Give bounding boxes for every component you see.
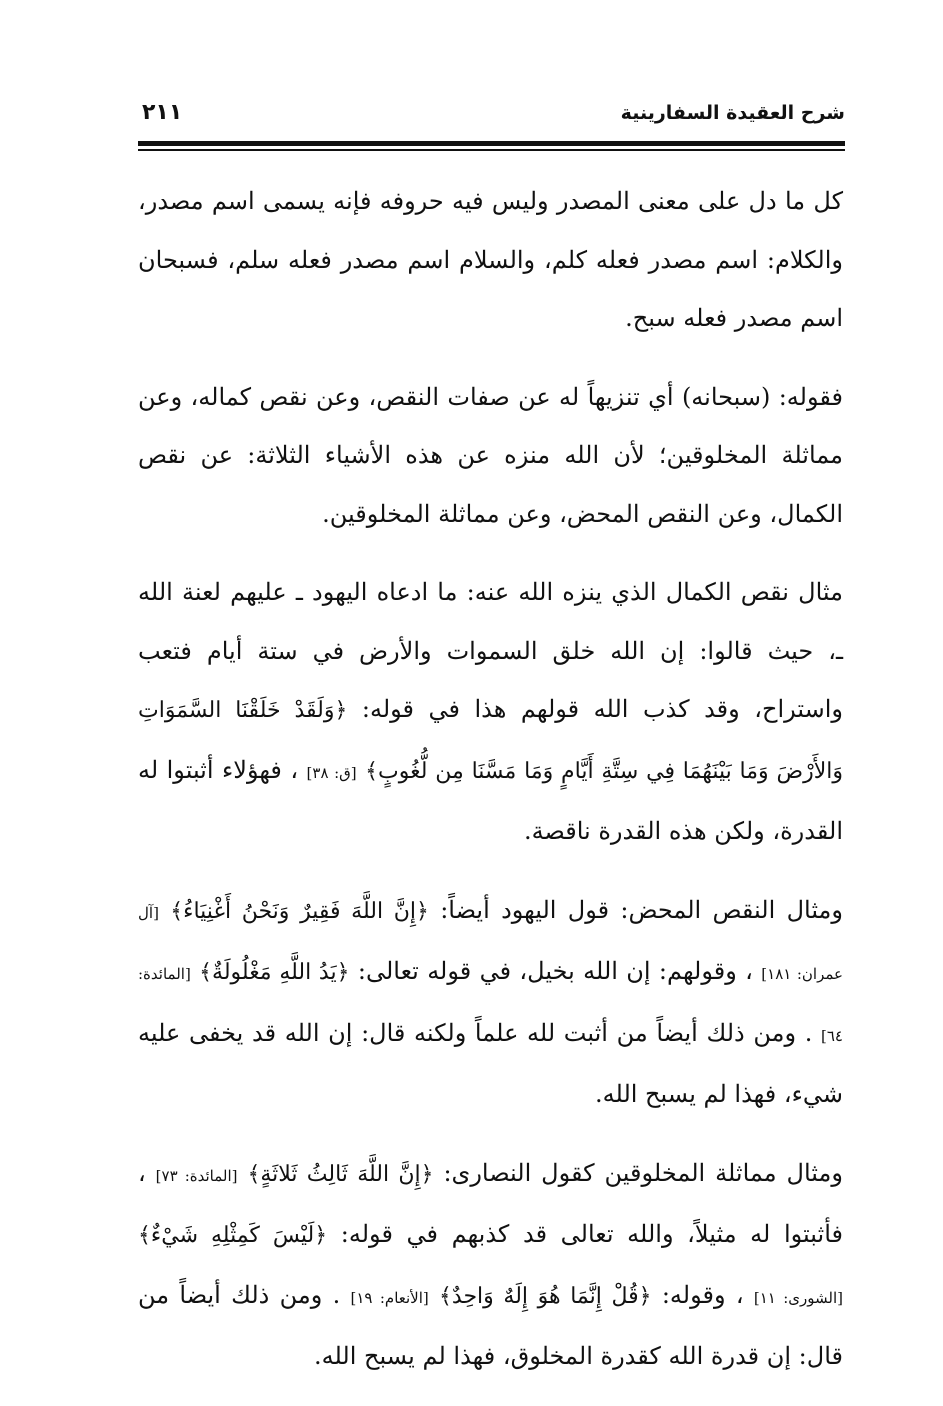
page-number: ٢١١	[142, 100, 183, 125]
paragraph-text: . ومن ذلك أيضاً من أثبت لله علماً ولكنه قال: إن الله قد يخفى عليه شيء، فهذا لم يسبح الله.	[138, 1018, 843, 1108]
paragraph-2	[138, 368, 843, 544]
verse-reference: [المائدة: ٦٤]	[138, 965, 843, 1045]
book-title: شرح العقيدة السفارينية	[620, 102, 845, 124]
verse-reference: [ق: ٣٨]	[306, 763, 357, 782]
verse-reference: [المائدة: ٧٣]	[155, 1166, 238, 1185]
paragraph-text: مثال نقص الكمال الذي ينزه الله عنه: ما ادعاه اليهود ـ عليهم لعنة الله ـ، حيث قالوا: إن الله خلق السموات والأرض في ستة أيام فتعب واستراح، وقد كذب الله قولهم هذا في قوله:	[138, 578, 844, 723]
paragraph-text: ، وقوله:	[661, 1280, 744, 1309]
paragraph-text: ومثال النقص المحض: قول اليهود أيضاً:	[440, 895, 843, 924]
paragraph-text: ، فأثبتوا له مثيلاً، والله تعالى قد كذبهم في قوله:	[138, 1158, 843, 1248]
paragraph-5	[138, 1144, 843, 1386]
page-header	[138, 98, 845, 140]
quran-verse: ﴿وَلَقَدْ خَلَقْنَا السَّمَوَاتِ وَالأَرْضَ وَمَا بَيْنَهُمَا فِي سِتَّةِ أَيَّامٍ وَمَا مَسَّنَا مِن لُّغُوبٍ﴾	[138, 698, 843, 784]
paragraph-1	[138, 172, 843, 348]
paragraph-text: . ومن ذلك أيضاً من قال: إن قدرة الله كقدرة المخلوق، فهذا لم يسبح الله.	[138, 1280, 843, 1370]
verse-reference: [الأنعام: ١٩]	[350, 1288, 429, 1307]
quran-verse: ﴿إِنَّ اللَّهَ ثَالِثُ ثَلاثَةٍ﴾	[247, 1161, 434, 1187]
quran-verse: ﴿يَدُ اللَّهِ مَغْلُولَةٌ﴾	[199, 960, 350, 985]
header-rule-thick	[138, 141, 845, 146]
quran-verse: ﴿لَيْسَ كَمِثْلِهِ شَيْءٌ﴾	[138, 1223, 328, 1248]
paragraph-text: فقوله: (سبحانه) أي تنزيهاً له عن صفات النقص، وعن نقص كماله، وعن مماثلة المخلوقين؛ لأن الله منزه عن هذه الأشياء الثلاثة: عن نقص الكمال، وعن النقص المحض، وعن مماثلة المخلوقين.	[138, 382, 844, 528]
verse-reference: [آل عمران: ١٨١]	[138, 903, 843, 983]
paragraph-4	[138, 881, 843, 1124]
paragraph-text: ومثال مماثلة المخلوقين كقول النصارى:	[443, 1158, 843, 1187]
paragraph-text: ، فهؤلاء أثبتوا له القدرة، ولكن هذه القدرة ناقصة.	[138, 755, 843, 845]
page-body	[138, 172, 843, 1406]
quran-verse: ﴿إِنَّ اللَّهَ فَقِيرٌ وَنَحْنُ أَغْنِيَاءُ﴾	[170, 898, 429, 924]
verse-reference: [الشورى: ١١]	[753, 1288, 843, 1307]
quran-verse: ﴿قُلْ إِنَّمَا هُوَ إِلَهٌ وَاحِدٌ﴾	[439, 1283, 652, 1309]
header-rule-thin	[138, 149, 845, 151]
paragraph-text: كل ما دل على معنى المصدر وليس فيه حروفه فإنه يسمى اسم مصدر، والكلام: اسم مصدر فعله كلم، والسلام اسم مصدر فعله سلم، فسبحان اسم مصدر فعله سبح.	[138, 187, 843, 332]
paragraph-3	[138, 563, 843, 861]
paragraph-text: ، وقولهم: إن الله بخيل، في قوله تعالى:	[357, 957, 753, 985]
